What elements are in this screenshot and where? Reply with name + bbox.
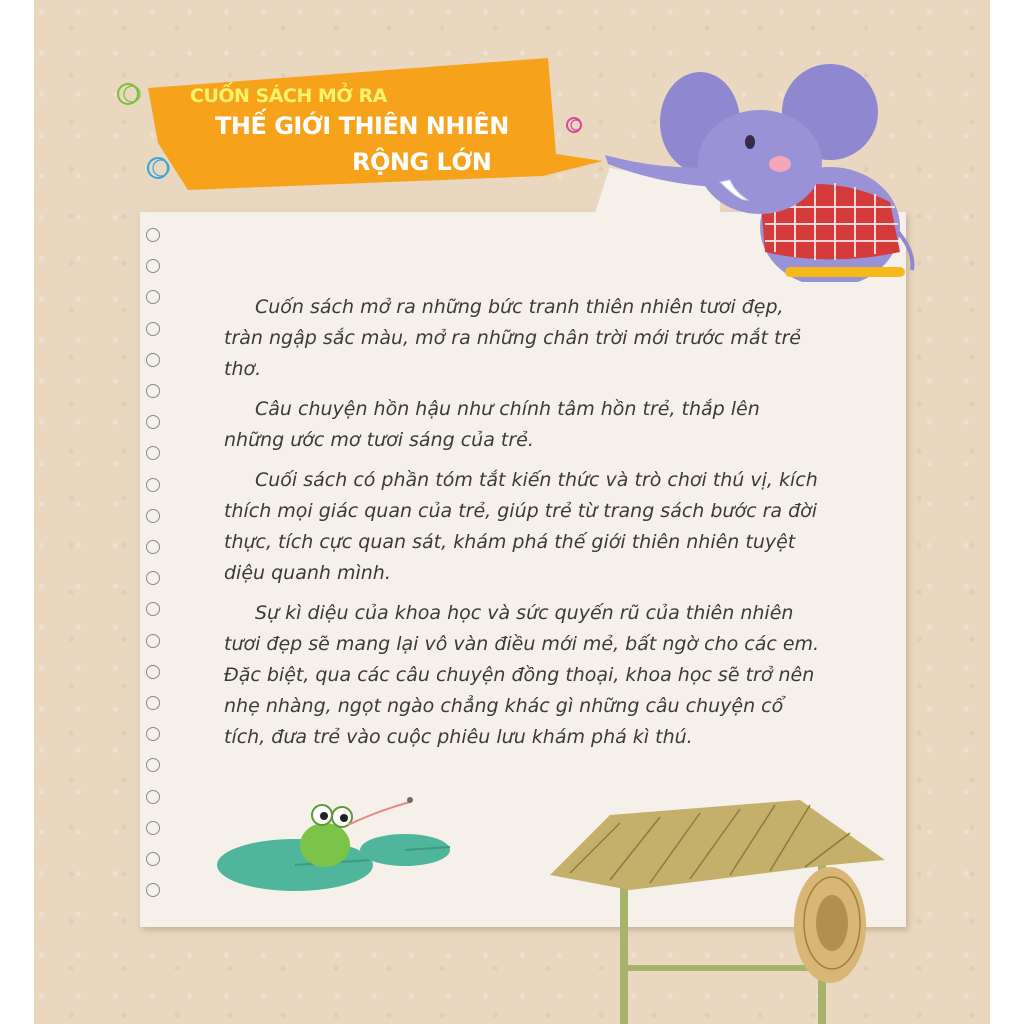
paragraph-1: Cuốn sách mở ra những bức tranh thiên nhiên tươi đẹp, tràn ngập sắc màu, mở ra những chân trời mới trước mắt trẻ thơ.	[224, 296, 801, 380]
notebook-ring	[146, 509, 160, 523]
notebook-ring	[146, 634, 160, 648]
notebook-ring	[146, 384, 160, 398]
notebook-ring	[146, 665, 160, 679]
notebook-ring	[146, 852, 160, 866]
notebook-ring	[146, 322, 160, 336]
blue-circle-icon	[142, 152, 178, 184]
thatched-hut-illustration	[550, 795, 890, 1024]
notebook-ring	[146, 696, 160, 710]
notebook-ring	[146, 353, 160, 367]
straw-hat-illustration	[794, 867, 866, 983]
lily-pad-illustration	[210, 790, 470, 900]
banner-line-1: CUỐN SÁCH MỞ RA	[190, 85, 387, 107]
notebook-ring	[146, 228, 160, 242]
notebook-ring	[146, 821, 160, 835]
pink-circle-icon	[562, 112, 590, 140]
paragraph-2: Câu chuyện hồn hậu như chính tâm hồn trẻ, thắp lên những ước mơ tươi sáng của trẻ.	[224, 398, 760, 451]
green-circle-icon	[114, 80, 154, 110]
body-text	[224, 292, 824, 762]
notebook-ring	[146, 478, 160, 492]
notebook-ring	[146, 540, 160, 554]
elephant-illustration	[600, 52, 920, 282]
paragraph-4: Sự kì diệu của khoa học và sức quyến rũ của thiên nhiên tươi đẹp sẽ mang lại vô vàn điều mới mẻ, bất ngờ cho các em. Đặc biệt, qua các câu chuyện đồng thoại, khoa học sẽ trở nên nhẹ nhàng, ngọt ngào chẳng khác gì những câu chuyện cổ tích, đưa trẻ vào cuộc phiêu lưu khám phá kì thú.	[224, 602, 820, 748]
banner-line-3: RỘNG LỚN	[352, 148, 492, 176]
notebook-ring	[146, 790, 160, 804]
paragraph-3: Cuối sách có phần tóm tắt kiến thức và trò chơi thú vị, kích thích mọi giác quan của trẻ, giúp trẻ từ trang sách bước ra đời thực, tích cực quan sát, khám phá thế giới thiên nhiên tuyệt diệu quanh mình.	[224, 469, 818, 584]
banner-line-2: THẾ GIỚI THIÊN NHIÊN	[215, 112, 509, 140]
